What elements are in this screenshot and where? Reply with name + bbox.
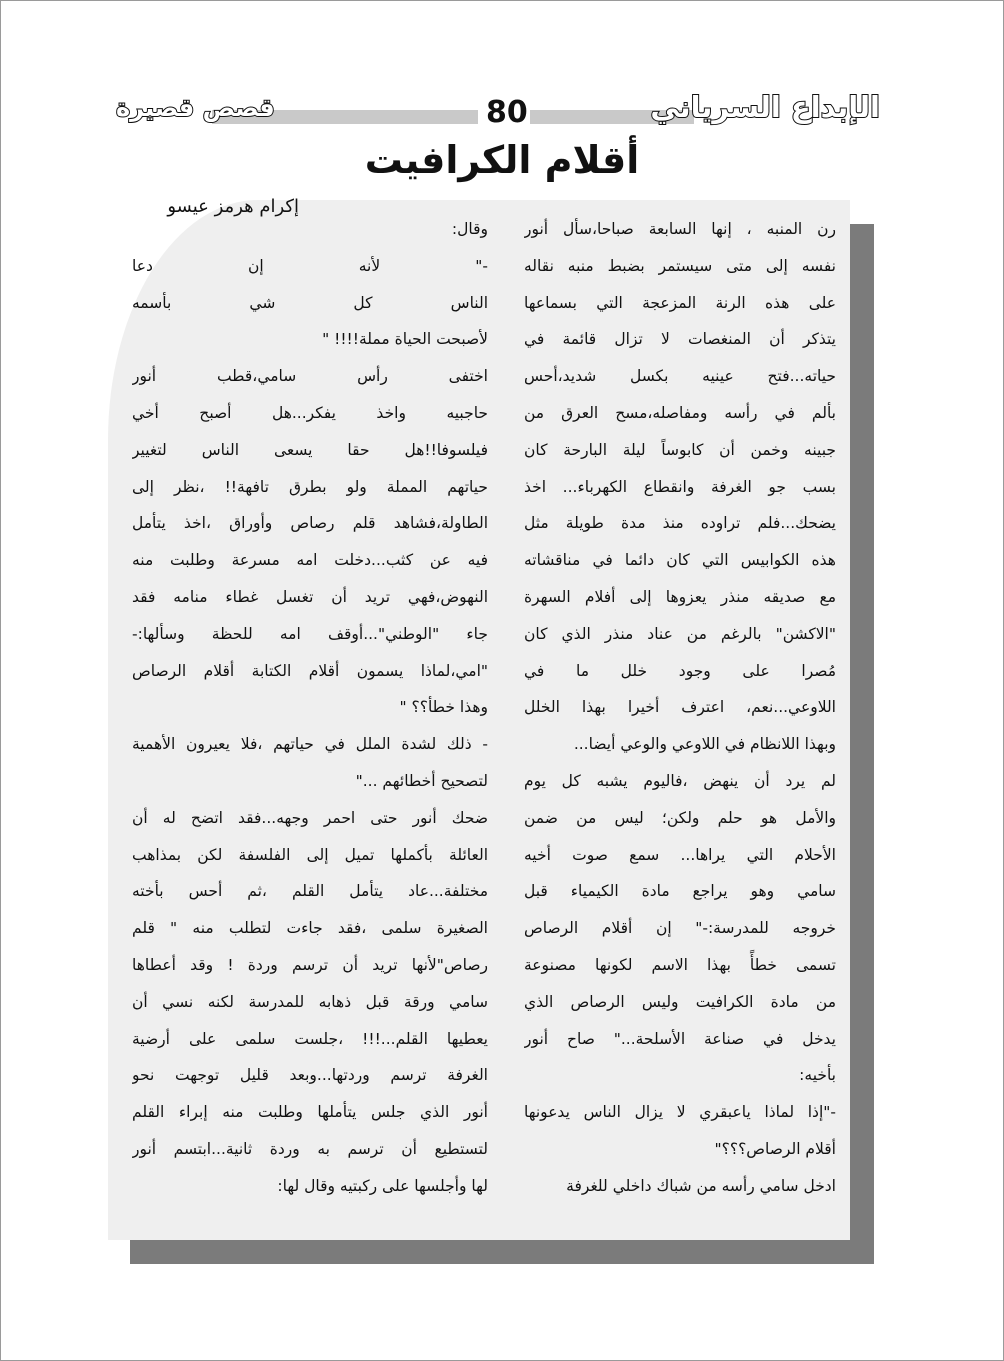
- text-line: جبينه وخمن أن كابوساً ليلة البارحة كان: [524, 440, 836, 459]
- text-line: من مادة الكرافيت وليس الرصاص الذي: [524, 992, 836, 1011]
- text-line: "الاكشن" بالرغم من عناد منذر الذي كان: [524, 624, 836, 643]
- section-name: قصص قصيرة: [116, 94, 275, 122]
- text-line: -"إذا لماذا ياعبقري لا يزال الناس يدعونها: [524, 1103, 836, 1122]
- text-line: بألم في رأسه ومفاصله،مسح العرق من: [524, 403, 836, 422]
- text-line: العائلة بأكملها تميل إلى الفلسفة لكن بمذاهب: [132, 845, 488, 864]
- text-line: حاجبيه واخذ يفكر...هل أصبح أخي: [132, 403, 488, 422]
- text-line: اختفى رأس سامي،قطب أنور: [132, 367, 488, 386]
- text-line: رصاص"لأنها تريد أن ترسم وردة ! وقد أعطاها: [132, 955, 488, 974]
- story-title: أقلام الكرافيت: [364, 138, 640, 182]
- text-line: وهذا خطأ؟؟ ": [399, 698, 488, 717]
- text-line: مُصرا على وجود خلل ما في: [524, 661, 836, 680]
- text-line: خروجه للمدرسة:-" إن أقلام الرصاص: [524, 919, 836, 938]
- text-line: حياتهم المملة ولو بطرق تافهة!! ،نظر إلى: [132, 477, 488, 496]
- text-line: ادخل سامي رأسه من شباك داخلي للغرفة: [566, 1176, 836, 1195]
- text-line: "امي،لماذا يسمون أقلام الكتابة أقلام الرصاص: [132, 661, 488, 680]
- text-line: هذه الكوابيس التي كان دائما في مناقشاته: [524, 551, 836, 570]
- text-line: لتستطيع أن ترسم به وردة ثانية...ابتسم أنور: [132, 1139, 488, 1158]
- text-line: مختلفة...عاد يتأمل القلم ،ثم أحس بأخته: [132, 882, 488, 901]
- text-line: أنور الذي جلس يتأملها وطلبت منه إبراء القلم: [132, 1103, 488, 1122]
- text-line: جاء "الوطني"...أوقف امه للحظة وسألها:-: [132, 624, 488, 643]
- text-line: نفسه إلى متى سيستمر بضبط منبه نقاله: [524, 256, 836, 275]
- text-line: ضحك أنور حتى احمر وجهه...فقد اتضح له أن: [132, 808, 488, 827]
- text-line: سامي وهو يراجع مادة الكيمياء قبل: [524, 882, 836, 901]
- text-line: سامي ورقة قبل ذهابه للمدرسة لكنه نسي أن: [132, 992, 488, 1011]
- text-line: وبهذا اللانظام في اللاوعي والوعي أيضا...: [573, 735, 836, 754]
- text-line: أقلام الرصاص؟؟؟": [714, 1139, 836, 1158]
- page-number: 80: [486, 95, 528, 130]
- text-line: بسب جو الغرفة وانقطاع الكهرباء... اخذ: [524, 477, 836, 496]
- text-line: لم يرد أن ينهض ،فاليوم يشبه كل يوم: [524, 771, 836, 790]
- text-line: يعطيها القلم...!!! ،جلست سلمى على أرضية: [132, 1029, 488, 1048]
- author-name: إكرام هرمز عيسو: [167, 196, 299, 217]
- text-line: يتذكر أن المنغصات لا تزال قائمة في: [524, 330, 836, 349]
- text-line: رن المنبه ، إنها السابعة صباحا،سأل أنور: [524, 220, 836, 238]
- text-line: لها وأجلسها على ركبتيه وقال لها:: [277, 1176, 488, 1195]
- text-line: مع صديقه منذر يعزوها إلى أفلام السهرة: [524, 587, 836, 606]
- text-line: الصغيرة سلمى ،فقد جاءت لتطلب منه " قلم: [132, 919, 488, 938]
- text-line: فيه عن كثب...دخلت امه مسرعة وطلبت منه: [132, 551, 488, 570]
- text-line: الطاولة،فشاهد قلم رصاص وأوراق ،اخذ يتأمل: [132, 514, 488, 533]
- text-line: يضحك...فلم تراوده منذ مدة طويلة مثل: [524, 514, 836, 533]
- text-line: اللاوعي...نعم، اعترف أخيرا بهذا الخلل: [524, 698, 836, 717]
- magazine-name: الإبداع السرياني: [650, 90, 880, 124]
- text-line: بأخيه:: [799, 1066, 836, 1085]
- text-line: فيلسوفا!!هل حقا يسعى الناس لتغيير: [132, 440, 488, 459]
- text-line: والأمل هو حلم ولكن؛ ليس من ضمن: [524, 808, 836, 827]
- text-column-left: [132, 211, 488, 1205]
- text-line: لأصبحت الحياة مملة!!!! ": [322, 330, 488, 349]
- text-line: وقال:: [451, 220, 488, 238]
- text-line: النهوض،فهي تريد أن تغسل غطاء منامه فقد: [132, 587, 488, 606]
- text-line: الناس كل شي بأسمه: [132, 293, 488, 312]
- text-line: -" لأنه إن دعا: [132, 256, 488, 275]
- text-line: حياته...فتح عينيه بكسل شديد،أحس: [524, 367, 836, 386]
- text-column-right: [524, 211, 836, 1205]
- text-line: - ذلك لشدة الملل في حياتهم ،فلا يعيرون الأهمية: [132, 735, 488, 754]
- text-line: الأحلام التي يراها... سمع صوت أخيه: [524, 845, 836, 864]
- text-line: لتصحيح أخطائهم ...": [355, 771, 488, 790]
- text-line: الغرفة ترسم وردتها...وبعد قليل توجهت نحو: [132, 1066, 488, 1085]
- text-line: تسمى خطأً بهذا الاسم لكونها مصنوعة: [524, 955, 836, 974]
- text-line: يدخل في صناعة الأسلحة..." صاح أنور: [524, 1029, 836, 1048]
- text-line: على هذه الرنة المزعجة التي بسماعها: [524, 293, 836, 312]
